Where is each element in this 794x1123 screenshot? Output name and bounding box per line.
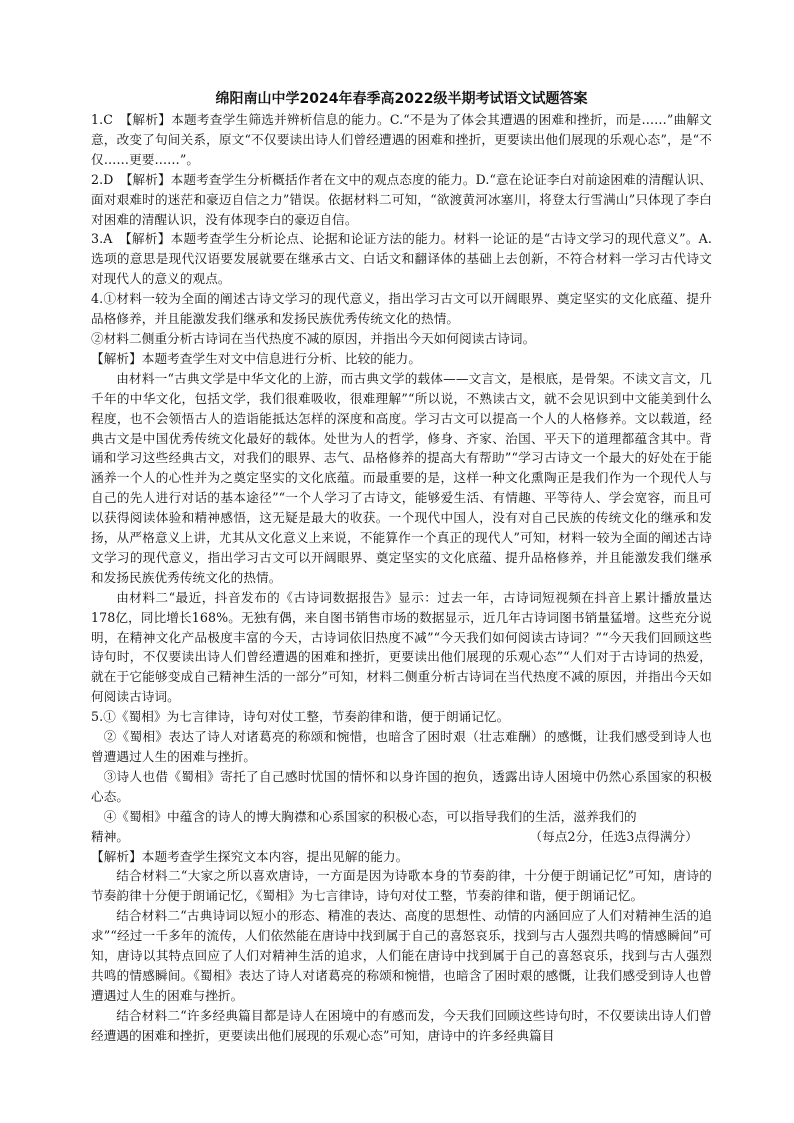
answer-3: 3.A 【解析】本题考查学生分析论点、论据和论证方法的能力。材料一论证的是“古诗文学习的现代意义”。A.选项的意思是现代汉语要发展就要在继承古文、白话文和翻译体的基础上去创新，不符合材料一学习古代诗文对现代人的意义的观点。 xyxy=(91,231,712,287)
answer-4-point-1: 4.①材料一较为全面的阐述古诗文学习的现代意义，指出学习古文可以开阔眼界、奠定坚实的文化底蕴、提升品格修养，并且能激发我们继承和发扬民族优秀传统文化的热情。 xyxy=(91,291,712,327)
answer-5-point-4-end xyxy=(91,827,712,847)
answer-5-analysis-3: 结合材料二“许多经典篇目都是诗人在困境中的有感而发，今天我们回顾这些诗句时，不仅要读出诗人们曾经遭遇的困难和挫折，更要读出他们展现的乐观心态”可知，唐诗中的许多经典篇目 xyxy=(91,1007,712,1043)
answer-5-point-4-tail: 精神。 xyxy=(91,828,130,844)
answer-5-analysis-2: 结合材料二“古典诗词以短小的形态、精准的表达、高度的思想性、动情的内涵回应了人们对精神生活的追求”“经过一千多年的流传，人们依然能在唐诗中找到属于自己的喜怒哀乐，找到与古人强烈共鸣的情感瞬间”可知，唐诗以其特点回应了人们对精神生活的追求，人们能在唐诗中找到属于自己的喜怒哀乐，找到与古人强烈共鸣的情感瞬间。《蜀相》表达了诗人对诸葛亮的称颂和惋惜，也暗含了困时艰的感慨，让我们感受到诗人也曾遭遇过人生的困难与挫折。 xyxy=(91,908,712,1003)
answer-5-point-1: 5.①《蜀相》为七言律诗，诗句对仗工整，节奏韵律和谐，便于朗诵记忆。 xyxy=(91,709,510,725)
answer-5-point-3: ③诗人也借《蜀相》寄托了自己感时忧国的情怀和以身许国的抱负，透露出诗人困境中仍然心系国家的积极心态。 xyxy=(91,768,712,804)
answer-2: 2.D 【解析】本题考查学生分析概括作者在文中的观点态度的能力。D.“意在论证李白对前途困难的清醒认识、面对艰难时的迷茫和豪迈自信之力”错误。依据材料二可知，“欲渡黄河冰塞川，将登太行雪满山”只体现了李白对困难的清醒认识，没有体现李白的豪迈自信。 xyxy=(91,171,712,227)
answer-4-point-2: ②材料二侧重分析古诗词在当代热度不减的原因，并指出今天如何阅读古诗词。 xyxy=(91,330,536,346)
page-title: 绵阳南山中学2024年春季高2022级半期考试语文试题答案 xyxy=(215,91,588,107)
answer-5-point-4: ④《蜀相》中蕴含的诗人的博大胸襟和心系国家的积极心态，可以指导我们的生活，滋养我们的 xyxy=(103,808,637,824)
score-note: （每点2分，任选3点得满分） xyxy=(529,828,698,844)
answer-5-analysis-1: 结合材料二“大家之所以喜欢唐诗，一方面是因为诗歌本身的节奏韵律，十分便于朗诵记忆”可知，唐诗的节奏韵律十分便于朗诵记忆，《蜀相》为七言律诗，诗句对仗工整，节奏韵律和谐，便于朗诵记忆。 xyxy=(91,868,712,904)
answer-4-material-2: 由材料二“最近，抖音发布的《古诗词数据报告》显示：过去一年，古诗词短视频在抖音上累计播放量达178亿，同比增长168%。无独有偶，来自图书销售市场的数据显示，近几年古诗词图书销量猛增。这些充分说明，在精神文化产品极度丰富的今天，古诗词依旧热度不减”“今天我们如何阅读古诗词？”“今天我们回顾这些诗句时，不仅要读出诗人们曾经遭遇的困难和挫折，更要读出他们展现的乐观心态”“人们对于古诗词的热爱，就在于它能够变成自己精神生活的一部分”可知，材料二侧重分析古诗词在当代热度不减的原因，并指出今天如何阅读古诗词。 xyxy=(91,589,712,705)
answer-5-analysis: 【解析】本题考查学生探究文本内容，提出见解的能力。 xyxy=(91,848,409,864)
answer-1: 1.C 【解析】本题考查学生筛选并辨析信息的能力。C.“不是为了体会其遭遇的困难和挫折，而是……”曲解文意，改变了句间关系，原文“不仅要读出诗人们曾经遭遇的困难和挫折，更要读出他们展现的乐观心态”，是“不仅……更要……”。 xyxy=(91,112,712,167)
answer-4-material-1: 由材料一“古典文学是中华文化的上游，而古典文学的载体——文言文，是根底，是骨架。不读文言文，几千年的中华文化，包括文学，我们很难吸收，很难理解”“所以说，不熟读古文，就不会见识到中文能美到什么程度，也不会领悟古人的造诣能抵达怎样的深度和高度。学习古文可以提高一个人的人格修养。文以载道，经典古文是中国优秀传统文化最好的载体。处世为人的哲学，修身、齐家、治国、平天下的道理都蕴含其中。背诵和学习这些经典古文，对我们的眼界、志气、品格修养的提高大有帮助”“学习古诗文一个最大的好处在于能涵养一个人的心性并为之奠定坚实的文化底蕴。而最重要的是，这样一种文化熏陶正是我们作为一个现代人与自己的先人进行对话的基本途径”“一个人学习了古诗文，能够爱生活、有情趣、平等待人、学会宽容，而且可以获得阅读体验和精神感悟，这无疑是最大的收获。一个现代中国人，没有对自己民族的传统文化的继承和发扬，从严格意义上讲，尤其从文化意义上来说，不能算作一个真正的现代人”可知，材料一较为全面的阐述古诗文学习的现代意义，指出学习古文可以开阔眼界、奠定坚实的文化底蕴、提升品格修养，并且能激发我们继承和发扬民族优秀传统文化的热情。 xyxy=(91,370,712,585)
answer-5-point-2: ②《蜀相》表达了诗人对诸葛亮的称颂和惋惜，也暗含了困时艰（壮志难酬）的感慨，让我们感受到诗人也曾遭遇过人生的困难与挫折。 xyxy=(91,729,712,764)
answer-4-analysis: 【解析】本题考查学生对文中信息进行分析、比较的能力。 xyxy=(91,350,422,366)
